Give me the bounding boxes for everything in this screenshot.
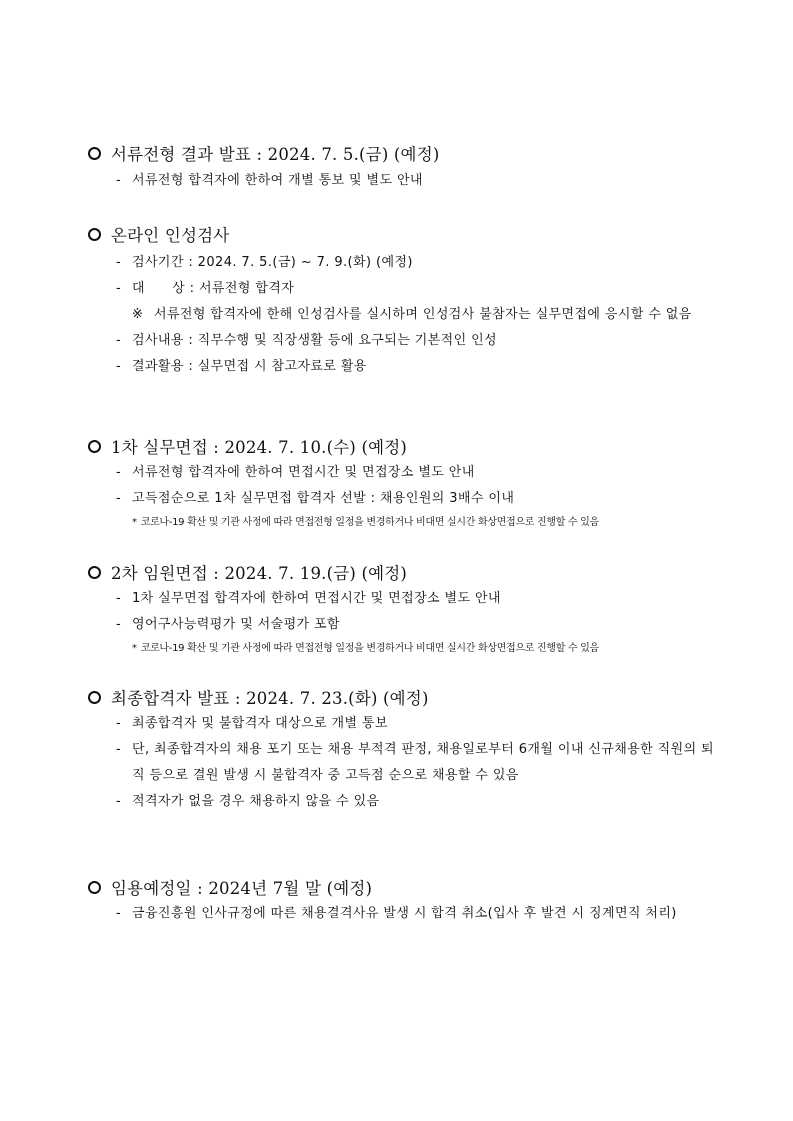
item-list	[88, 250, 728, 380]
item-list	[88, 586, 728, 660]
dash-marker: -	[116, 742, 122, 757]
item-text: 단, 최종합격자의 채용 포기 또는 채용 부적격 판정, 채용일로부터 6개월 이내 신규채용한 직원의 퇴직 등으로 결원 발생 시 불합격자 중 고득점 순으로 채용할 수 있음	[132, 742, 715, 783]
section-second-interview	[88, 559, 728, 660]
dash-marker: -	[116, 716, 122, 731]
circle-bullet-icon	[88, 691, 101, 704]
list-item	[88, 901, 728, 924]
reference-mark: ※	[132, 307, 144, 322]
dash-marker: -	[116, 255, 122, 270]
section-title: 서류전형 결과 발표 : 2024. 7. 5.(금) (예정)	[111, 145, 440, 164]
section-title: 2차 임원면접 : 2024. 7. 19.(금) (예정)	[111, 564, 408, 583]
section-heading	[88, 433, 728, 459]
section-heading	[88, 874, 728, 900]
item-text: 검사내용 : 직무수행 및 직장생활 등에 요구되는 기본적인 인성	[132, 333, 497, 348]
item-text: 서류전형 합격자에 한하여 개별 통보 및 별도 안내	[132, 173, 423, 188]
section-heading	[88, 140, 728, 166]
item-text: 결과활용 : 실무면접 시 참고자료로 활용	[132, 359, 367, 374]
item-text: 금융진흥원 인사규정에 따른 채용결격사유 발생 시 합격 취소(입사 후 발견 시 징계면직 처리)	[132, 906, 677, 921]
circle-bullet-icon	[88, 440, 101, 453]
list-item	[88, 354, 728, 380]
item-text: 검사기간 : 2024. 7. 5.(금) ~ 7. 9.(화) (예정)	[132, 255, 413, 270]
item-text: 영어구사능력평가 및 서술평가 포함	[132, 617, 340, 632]
list-item	[88, 586, 728, 612]
list-item	[88, 737, 728, 789]
item-list	[88, 901, 728, 924]
small-note-text: 코로나-19 확산 및 기관 사정에 따라 면접전형 일정을 변경하거나 비대면 실시간 화상면접으로 진행할 수 있음	[140, 643, 599, 654]
list-item	[88, 250, 728, 276]
dash-marker: -	[116, 281, 122, 296]
circle-bullet-icon	[88, 147, 101, 160]
section-title: 최종합격자 발표 : 2024. 7. 23.(화) (예정)	[111, 689, 429, 708]
dash-marker: -	[116, 794, 122, 809]
section-heading	[88, 684, 728, 710]
dash-marker: -	[116, 591, 122, 606]
small-note	[88, 512, 728, 534]
section-final-announcement	[88, 684, 728, 815]
circle-bullet-icon	[88, 228, 101, 241]
dash-marker: -	[116, 617, 122, 632]
list-item	[88, 486, 728, 512]
dash-marker: -	[116, 906, 122, 921]
section-document-screening	[88, 140, 728, 194]
dash-marker: -	[116, 173, 122, 188]
item-text: 1차 실무면접 합격자에 한하여 면접시간 및 면접장소 별도 안내	[132, 591, 501, 606]
section-first-interview	[88, 433, 728, 534]
section-heading	[88, 559, 728, 585]
item-text: 고득점순으로 1차 실무면접 합격자 선발 : 채용인원의 3배수 이내	[132, 491, 515, 506]
list-item	[88, 328, 728, 354]
small-note-text: 코로나-19 확산 및 기관 사정에 따라 면접전형 일정을 변경하거나 비대면 실시간 화상면접으로 진행할 수 있음	[140, 517, 599, 528]
list-item	[88, 612, 728, 638]
list-item	[88, 168, 728, 194]
section-appointment-date	[88, 874, 728, 924]
dash-marker: -	[116, 333, 122, 348]
item-text: 적격자가 없을 경우 채용하지 않을 수 있음	[132, 794, 380, 809]
item-text: 대 상 : 서류전형 합격자	[132, 281, 295, 296]
small-note	[88, 638, 728, 660]
item-list	[88, 168, 728, 194]
list-item	[88, 711, 728, 737]
dash-marker: -	[116, 465, 122, 480]
reference-note	[88, 302, 728, 328]
note-text: 서류전형 합격자에 한해 인성검사를 실시하며 인성검사 불참자는 실무면접에 응시할 수 없음	[154, 307, 692, 322]
section-title: 임용예정일 : 2024년 7월 말 (예정)	[111, 879, 373, 898]
item-text: 최종합격자 및 불합격자 대상으로 개별 통보	[132, 716, 388, 731]
section-title: 1차 실무면접 : 2024. 7. 10.(수) (예정)	[111, 438, 408, 457]
item-text: 서류전형 합격자에 한하여 면접시간 및 면접장소 별도 안내	[132, 465, 475, 480]
item-list	[88, 711, 728, 815]
asterisk-mark: *	[132, 517, 137, 528]
section-title: 온라인 인성검사	[111, 226, 230, 245]
circle-bullet-icon	[88, 881, 101, 894]
list-item	[88, 789, 728, 815]
dash-marker: -	[116, 359, 122, 374]
item-list	[88, 460, 728, 534]
dash-marker: -	[116, 491, 122, 506]
circle-bullet-icon	[88, 566, 101, 579]
list-item	[88, 460, 728, 486]
section-heading	[88, 221, 728, 247]
section-personality-test	[88, 221, 728, 380]
asterisk-mark: *	[132, 643, 137, 654]
list-item	[88, 276, 728, 302]
